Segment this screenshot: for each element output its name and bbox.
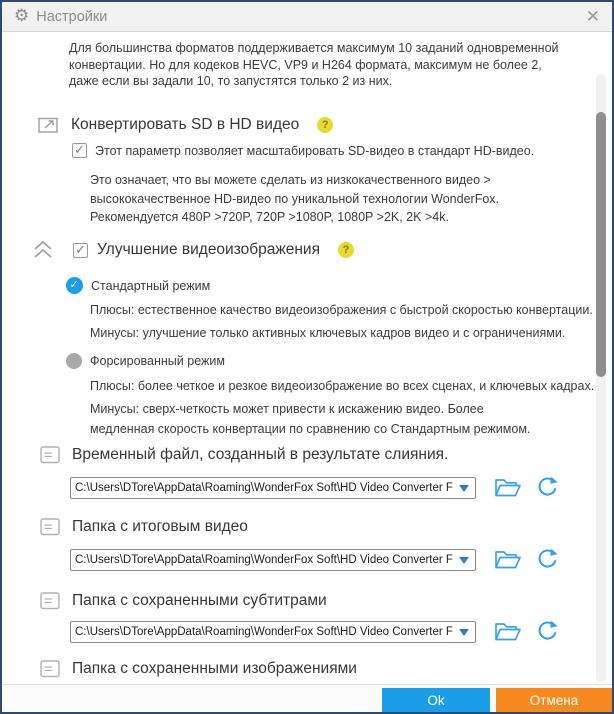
standard-pros: Плюсы: естественное качество видеоизображения с быстрой скоростью конвертации.: [90, 303, 593, 317]
temp-file-path-input[interactable]: [71, 478, 453, 498]
radio-unchecked-icon[interactable]: [66, 353, 82, 369]
open-folder-button[interactable]: [494, 476, 522, 499]
sd-to-hd-description: Это означает, что вы можете сделать из низкокачественного видео > высококачественное HD-видео по уникальной технологии WonderFox. Рекомендуется 480P >720P, 720P >1080P, 1080P >2K, 2K >4k.: [90, 173, 500, 224]
document-icon: [40, 592, 60, 610]
refresh-icon[interactable]: [536, 547, 560, 571]
chevron-down-icon[interactable]: [453, 550, 475, 570]
standard-cons: Минусы: улучшение только активных ключевых кадров видео и с ограничениями.: [90, 326, 566, 340]
document-icon: [40, 446, 60, 464]
standard-mode-label: Стандартный режим: [91, 278, 211, 293]
double-chevron-up-icon[interactable]: [32, 240, 54, 260]
images-folder-header: [40, 660, 357, 678]
temp-file-combobox[interactable]: [70, 477, 476, 499]
output-folder-title: Папка с итоговым видео: [72, 518, 248, 535]
sd-to-hd-checkbox-row: [72, 143, 534, 158]
enhancement-checkbox[interactable]: [73, 243, 88, 258]
temp-file-header: [40, 446, 448, 464]
enhancement-header: [32, 240, 354, 260]
document-icon: [40, 660, 60, 678]
forced-mode-row: [66, 353, 225, 369]
forced-cons: Минусы: сверх-четкость может привести к искажению видео. Более медленная скорость конвертации по сравнению со Стандартным режимом.: [90, 402, 531, 436]
sd-to-hd-checkbox[interactable]: [72, 143, 87, 158]
sd-to-hd-checkbox-label: Этот параметр позволяет масштабировать SD-видео в стандарт HD-видео.: [95, 143, 535, 158]
images-folder-title: Папка с сохраненными изображениями: [72, 660, 357, 677]
subtitles-folder-path-input[interactable]: [71, 622, 453, 642]
subtitles-folder-header: [40, 592, 327, 610]
radio-checked-icon[interactable]: [66, 277, 83, 294]
resize-icon: [38, 116, 58, 134]
sd-to-hd-header: [38, 116, 333, 134]
intro-paragraph: Для большинства форматов поддерживается максимум 10 заданий одновременной конвертации. Но для кодеков HEVC, VP9 и H264 формата, максимум не более 2, даже если вы задали 10, то запустятся только 2 из них.: [69, 41, 559, 88]
cancel-button[interactable]: Отмена: [496, 688, 612, 712]
forced-pros: Плюсы: более четкое и резкое видеоизображение во всех сценах, и ключевых кадрах.: [90, 379, 595, 393]
subtitles-folder-title: Папка с сохраненными субтитрами: [72, 592, 327, 609]
open-folder-button[interactable]: [494, 620, 522, 643]
ok-button[interactable]: Ok: [382, 688, 490, 712]
output-folder-header: [40, 518, 248, 536]
titlebar: [2, 2, 612, 32]
output-folder-path-input[interactable]: [71, 550, 453, 570]
help-icon[interactable]: ?: [317, 117, 333, 133]
window-title: Настройки: [36, 8, 108, 25]
output-folder-combobox[interactable]: [70, 549, 476, 571]
help-icon[interactable]: ?: [338, 242, 354, 258]
close-icon[interactable]: [586, 8, 600, 26]
open-folder-button[interactable]: [494, 548, 522, 571]
sd-to-hd-title: Конвертировать SD в HD видео: [71, 116, 300, 133]
refresh-icon[interactable]: [536, 619, 560, 643]
scrollbar-track[interactable]: [596, 74, 606, 682]
subtitles-folder-combobox[interactable]: [70, 621, 476, 643]
refresh-icon[interactable]: [536, 475, 560, 499]
enhancement-title: Улучшение видеоизображения: [97, 241, 320, 258]
forced-mode-label: Форсированный режим: [90, 354, 225, 368]
chevron-down-icon[interactable]: [453, 478, 475, 498]
temp-file-title: Временный файл, созданный в результате слияния.: [72, 446, 449, 463]
document-icon: [40, 518, 60, 536]
standard-mode-row: [66, 277, 210, 294]
scrollbar-thumb[interactable]: [596, 112, 606, 377]
gear-icon: [14, 8, 29, 25]
chevron-down-icon[interactable]: [453, 622, 475, 642]
